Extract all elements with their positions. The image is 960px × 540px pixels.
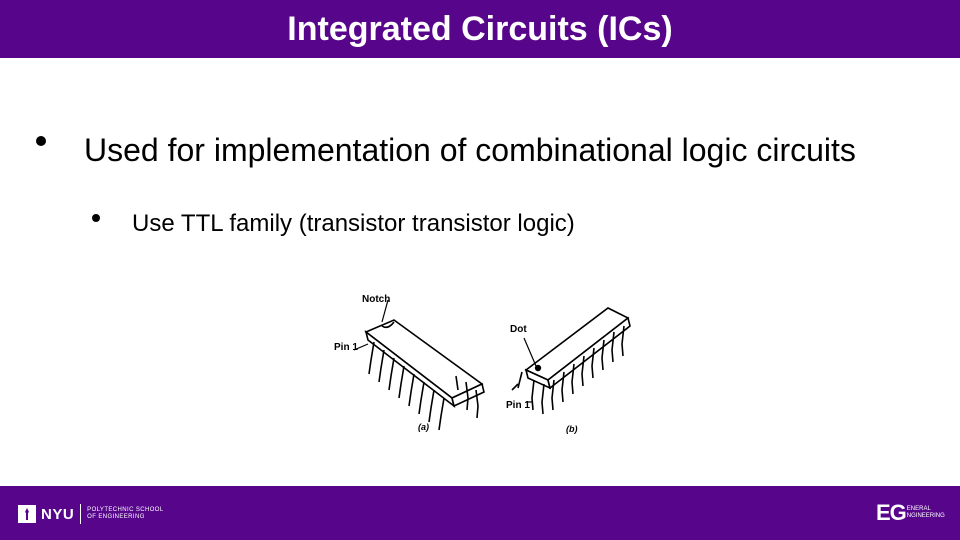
eg-line-1: ENERAL xyxy=(906,506,931,512)
sub-bullet-marker xyxy=(92,214,100,222)
caption-a: (a) xyxy=(418,422,429,432)
bullet-marker xyxy=(36,136,46,146)
label-dot: Dot xyxy=(510,324,527,335)
bullet-text-level-2: Use TTL family (transistor transistor logic) xyxy=(132,210,575,237)
ic-dip-package-figure xyxy=(326,280,646,440)
bullet-text-level-1: Used for implementation of combinational logic circuits xyxy=(84,132,856,168)
nyu-school-name xyxy=(87,507,163,521)
chip-a xyxy=(354,300,484,430)
caption-b: (b) xyxy=(566,424,578,434)
chip-b xyxy=(512,308,630,414)
label-notch: Notch xyxy=(362,294,391,305)
logo-divider xyxy=(80,504,81,524)
nyu-torch-icon xyxy=(18,505,36,523)
eg-logo-icon xyxy=(876,502,945,524)
chip-b-back-pins xyxy=(512,372,522,390)
school-line-2: OF ENGINEERING xyxy=(87,514,145,520)
label-pin1-a: Pin 1 xyxy=(334,342,358,353)
eg-mark: EG xyxy=(876,500,906,525)
slide-title: Integrated Circuits (ICs) xyxy=(287,10,673,48)
eg-line-2: NGINEERING xyxy=(906,513,945,519)
label-pin1-b: Pin 1 xyxy=(506,400,530,411)
eg-text xyxy=(907,506,945,520)
school-line-1: POLYTECHNIC SCHOOL xyxy=(87,507,164,513)
nyu-wordmark: NYU xyxy=(41,505,75,523)
nyu-logo xyxy=(18,503,164,525)
